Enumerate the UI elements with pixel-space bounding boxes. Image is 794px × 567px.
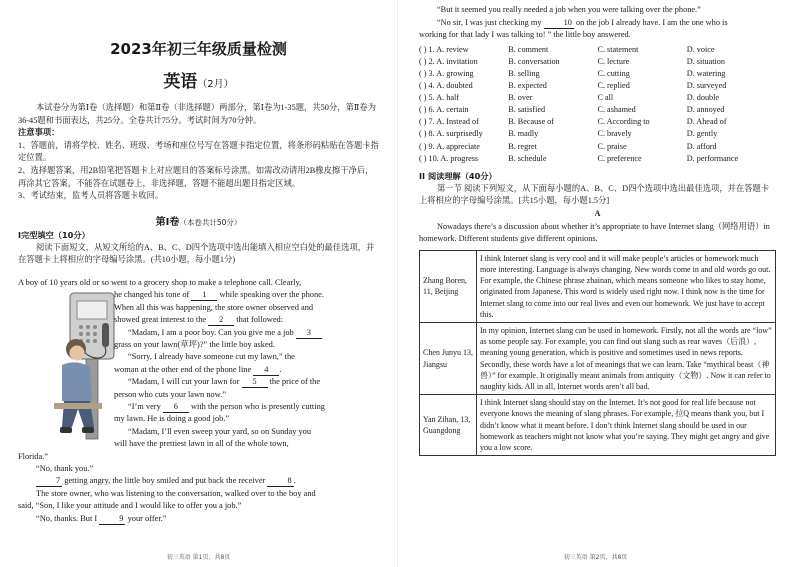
opinion-text: I think Internet slang should stay on the Internet. It’s not good for real life because not everyone knows the meaning of slang phrases. For example, 拉Q means thank you, but I didn’t know what it meant before. I don’t think Internet slang should be used in our homework as teachers might not know what you’re saying. They might get angry and give you a low score.	[477, 395, 776, 456]
option-question: ( ) 10. A. progress	[419, 153, 479, 163]
opinion-author: Zhang Boren, 11, Beijing	[420, 250, 477, 322]
option-row	[419, 92, 776, 104]
option-row	[419, 141, 776, 153]
story-line-8: woman at the other end of the phone line 4 .	[114, 364, 282, 374]
blank-10: 10	[544, 18, 574, 29]
option-choice-c: C. statement	[597, 44, 639, 54]
option-question: ( ) 6. A. certain	[419, 105, 469, 115]
option-choice-c: C all	[597, 93, 614, 103]
option-choice-d: D. watering	[686, 68, 726, 78]
story-text: “No sir, I was just checking my	[437, 17, 542, 27]
option-question: ( ) 9. A. appreciate	[419, 141, 480, 151]
blank-8: 8	[267, 476, 293, 487]
story-text: he changed his tone of	[114, 290, 190, 300]
passage-intro: Nowadays there’s a discussion about whether it’s appropriate to have Internet slang（网络用语）in homework. Different students give different opinions.	[419, 221, 770, 244]
option-choice-c: C. lecture	[597, 56, 630, 66]
blank-1: 1	[191, 290, 217, 301]
story-line-19: said, “Son, I like your attitude and I would like to offer you a job.”	[18, 501, 242, 511]
option-row	[419, 56, 776, 68]
blank-2: 2	[208, 315, 234, 326]
story-line-7: “Sorry, I already have someone cut my lawn,” the	[128, 352, 295, 362]
blank-6: 6	[163, 402, 189, 413]
option-row	[419, 128, 776, 140]
story-text: on the job I already have. I am the one who is	[575, 17, 728, 27]
opinion-author: Yan Zihan, 13, Guangdong	[420, 395, 477, 456]
option-choice-d: D. surveyed	[686, 81, 727, 91]
page-footer: 初三英语 第1页，共8页	[166, 554, 231, 561]
cloze-options-table	[419, 44, 776, 165]
section2-instruction: 第一节 阅读下列短文，从下面每小题的A、B、C、D四个选项中选出最佳选项，并在答题卡上将相应的字母编号涂黑。[共15小题，每小题1.5分]	[419, 183, 770, 206]
exam-month: （2月）	[197, 79, 234, 90]
blank-9: 9	[99, 514, 125, 525]
story-text: “No, thanks. But I	[36, 513, 98, 523]
story-line-18: The store owner, who was listening to the conversation, walked over to the boy and	[36, 488, 316, 498]
option-choice-c: C. replied	[597, 81, 630, 91]
opinion-row	[420, 395, 776, 456]
option-choice-b: B. comment	[508, 44, 549, 54]
story-text: “Madam, I am a poor boy. Can you give me a job	[128, 327, 294, 337]
exam-intro: 本试卷分为第Ⅰ卷（选择题）和第Ⅱ卷（非选择题）两部分，第Ⅰ卷为1-35题，共50分，第Ⅱ卷为36-45题和书面表达，共25分。全卷共计75分。考试时间为70分钟。	[18, 103, 377, 125]
option-choice-d: D. annoyed	[686, 105, 725, 115]
option-choice-b: B. madly	[508, 129, 539, 139]
exam-title: 2023年初三年级质量检测	[110, 40, 287, 58]
option-choice-c: C. According to	[597, 117, 650, 127]
option-row	[419, 44, 776, 56]
option-choice-b: B. satisfied	[508, 105, 546, 115]
option-question: ( ) 3. A. growing	[419, 68, 474, 78]
opinion-author: Chen Junyu 13, Jiangsu	[420, 322, 477, 394]
story-line-12: my lawn. He is doing a good job.”	[114, 414, 230, 424]
option-choice-d: D. Ahead of	[686, 117, 727, 127]
blank-5: 5	[242, 377, 268, 388]
option-choice-c: C. preference	[597, 153, 642, 163]
option-row	[419, 104, 776, 116]
option-choice-d: D. gently	[686, 129, 718, 139]
option-choice-d: D. situation	[686, 56, 725, 66]
story-line-15: Florida.”	[18, 451, 49, 461]
story-continued-line-2	[419, 17, 776, 30]
passage-label: A	[594, 208, 601, 218]
option-choice-d: D. afford	[686, 141, 717, 151]
story-line-17: 7 getting angry, the little boy smiled and put back the receiver 8 .	[18, 475, 379, 487]
blank-7: 7	[36, 476, 62, 487]
option-choice-d: D. voice	[686, 44, 715, 54]
story-text: “Madam, I will cut your lawn for	[128, 377, 240, 387]
story-line-6: grass on your lawn(草坪)?” the little boy asked.	[114, 339, 275, 349]
option-choice-c: C. ashamed	[597, 105, 636, 115]
story-line-10: person who cuts your lawn now.”	[114, 389, 227, 399]
story-continued-line-1: “But it seemed you really needed a job when you were talking over the phone.”	[437, 5, 701, 14]
part1-label: 第Ⅰ卷	[155, 216, 180, 228]
story-line-16: “No, thank you.”	[36, 464, 94, 474]
story-continued-line-3: working for that lady I was talking to! ” the little boy answered.	[419, 30, 631, 40]
option-choice-b: B. expected	[508, 81, 547, 91]
opinion-text: I think Internet slang is very cool and it will make people’s articles or homework much more interesting. Language is always changing. New words come in and old words go out. For example, the Chinese phrase zhainan, which means someone who likes to stay home, originated from Japanese. This word is widely used right now. I think now is the time for Internet slang to come into our real lives and even our homework. We just have to accept this.	[477, 250, 776, 322]
story-text: while speaking over the phone.	[219, 290, 324, 300]
opinions-table	[419, 250, 776, 456]
page-2	[397, 0, 794, 567]
option-question: ( ) 5. A. half	[419, 93, 460, 103]
option-question: ( ) 7. A. Instead of	[419, 117, 479, 127]
option-row	[419, 116, 776, 128]
note-3: 3、考试结束，监考人员将答题卡收回。	[18, 191, 164, 201]
blank-3: 3	[296, 328, 322, 339]
story-line-14: will have the prettiest lawn in all of the whole town,	[114, 439, 289, 449]
option-question: ( ) 8. A. surprisedly	[419, 129, 483, 139]
option-choice-b: B. schedule	[508, 153, 547, 163]
option-choice-b: B. Because of	[508, 117, 554, 127]
part1-note: （本卷共计50分）	[179, 217, 242, 227]
section1-instruction: 阅读下面短文，从短文所给的A、B、C、D四个选项中选出能填入相应空白处的最佳选项，并在答题卡上将相应的字母编号涂黑。(共10小题，每小题1分)	[18, 242, 375, 265]
subject-heading	[18, 67, 379, 92]
story-text: “I’m very	[128, 402, 161, 411]
option-choice-c: C. bravely	[597, 129, 632, 139]
story-text: getting angry, the little boy smiled and put back the receiver	[64, 476, 266, 486]
note-2: 2、选择题答案，用2B铅笔把答题卡上对应题目的答案标号涂黑。如需改动请用2B橡皮擦干净后，再涂其它答案，不能答在试题卷上，非选择题，答题不能超出题目指定区域。	[18, 165, 374, 188]
option-choice-b: B. over	[508, 93, 533, 103]
story-line-1: A boy of 10 years old or so went to a grocery shop to make a telephone call. Clearly,	[18, 277, 302, 287]
section2-title: II 阅读理解（40分）	[419, 170, 497, 181]
part1-title	[18, 213, 379, 228]
option-choice-d: D. performance	[686, 153, 739, 163]
opinion-text: In my opinion, Internet slang can be used in homework. Firstly, not all the words are “low” as some people say. For example, you can find out slang such as rear waves（后浪）, meaning young generation, which is positive and sometimes used in news reports. Secondly, these words have a lot of meanings that we can learn. Take “mythical beast（神兽）” for example. It originally meant animals from antiquity（文物）. Now it can refer to naughty kids. All in all, Internet words aren’t all bad.	[477, 322, 776, 394]
subject-name: 英语	[163, 72, 198, 92]
option-choice-b: B. regret	[508, 141, 537, 151]
story-text: the price of the	[269, 377, 321, 387]
option-choice-c: C. cutting	[597, 68, 630, 78]
option-question: ( ) 2. A. invitation	[419, 56, 478, 66]
option-question: ( ) 1. A. review	[419, 44, 469, 54]
option-row	[419, 153, 776, 165]
story-line-3: When all this was happening, the store owner observed and	[114, 302, 314, 312]
blank-4: 4	[253, 365, 279, 376]
option-choice-b: B. selling	[508, 68, 540, 78]
boy-on-telephone-illustration	[50, 291, 126, 443]
opinion-row	[420, 322, 776, 394]
option-question: ( ) 4. A. doubted	[419, 81, 473, 91]
option-choice-d: D. double	[686, 93, 720, 103]
option-row	[419, 68, 776, 80]
option-choice-c: C. praise	[597, 141, 627, 151]
opinion-row	[420, 250, 776, 322]
story-text: with the person who is presently cutting	[190, 402, 325, 411]
section1-title: Ⅰ完型填空（10分）	[18, 229, 90, 240]
story-text: that followed:	[236, 315, 284, 325]
page-footer: 初三英语 第2页，共8页	[563, 554, 628, 561]
note-1: 1、答题前，请将学校、姓名、班级、考场和座位号写在答题卡指定位置，将条形码粘贴在答题卡指定位置。	[18, 140, 379, 163]
notes-title: 注意事项：	[18, 128, 60, 138]
story-text: showed great interest to the	[114, 315, 207, 325]
story-text: your offer.”	[127, 513, 167, 523]
story-line-13: “Madam, I’ll even sweep your yard, so on Sunday you	[128, 426, 312, 436]
story-line-20	[18, 513, 379, 525]
option-choice-b: B. conversation	[508, 56, 560, 66]
story-text: woman at the other end of the phone line	[114, 364, 252, 374]
option-row	[419, 80, 776, 92]
cloze-story	[18, 277, 379, 525]
